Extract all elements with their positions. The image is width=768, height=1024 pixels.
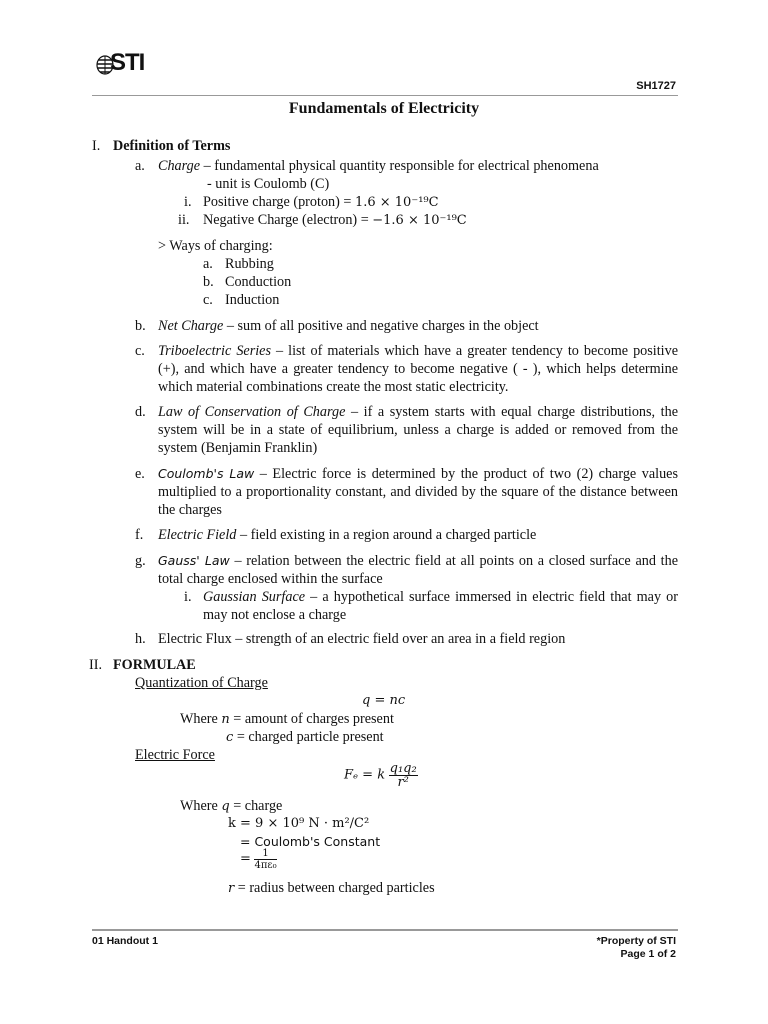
c-definition: = charged particle present: [233, 729, 384, 745]
k-denominator: 4πε₀: [254, 860, 277, 871]
item-a-marker: a.: [135, 158, 145, 174]
force-lhs: Fₑ = k: [344, 767, 386, 783]
force-where-label: Where: [180, 798, 222, 814]
section-2-numeral: II.: [89, 657, 102, 673]
negative-charge-value: −1.6 × 10⁻¹⁹C: [372, 213, 467, 228]
item-a-ii-marker: ii.: [178, 212, 190, 228]
term-triboelectric: Triboelectric Series: [158, 343, 271, 359]
quantization-where-c: [226, 728, 384, 747]
charge-definition: – fundamental physical quantity responsible for electrical phenomena: [200, 158, 599, 174]
electric-force-formula: [344, 762, 418, 789]
item-h-electric-flux: Electric Flux – strength of an electric field over an area in a field region: [158, 631, 566, 647]
ways-marker-a: a.: [203, 256, 213, 272]
positive-charge-value: 1.6 × 10⁻¹⁹C: [354, 195, 439, 210]
term-conservation: Law of Conservation of Charge: [158, 404, 346, 420]
ways-marker-b: b.: [203, 274, 214, 290]
section-1-numeral: I.: [92, 138, 101, 154]
gauss-definition: – relation between the electric field at all points on a closed surface and the total charge enclosed within the surface: [158, 553, 678, 587]
force-numerator: q₁q₂: [389, 761, 417, 776]
k-value-line: k = 9 × 10⁹ N · m²/C²: [228, 816, 370, 831]
item-b-net-charge: [158, 317, 678, 335]
item-a-i-marker: i.: [184, 194, 192, 210]
header-divider: [92, 95, 678, 96]
term-gaussian-surface: Gaussian Surface: [203, 589, 306, 605]
conservation-definition: – if a system starts with equal charge distributions, the system will be in a state of equilibrium, unless a charge is added or removed from the system (Benjamin Franklin): [158, 404, 679, 456]
gaussian-surface-definition: – a hypothetical surface immersed in electric field that may or may not enclose a charge: [203, 589, 678, 623]
force-where-q: [180, 797, 282, 816]
n-definition: = amount of charges present: [229, 711, 394, 727]
logo-text: STI: [110, 49, 145, 76]
ways-of-charging-intro: > Ways of charging:: [158, 238, 273, 254]
r-definition: = radius between charged particles: [234, 880, 435, 896]
quantization-where-n: [180, 710, 394, 729]
charge-unit: - unit is Coulomb (C): [207, 176, 330, 192]
sti-logo: [96, 49, 158, 84]
k-equals: =: [240, 851, 251, 867]
page-title: Fundamentals of Electricity: [288, 100, 480, 117]
var-c: c: [226, 730, 234, 745]
item-c-marker: c.: [135, 343, 145, 359]
q-definition: = charge: [229, 798, 283, 814]
document-code: SH1727: [636, 80, 676, 92]
term-gauss-law: Gauss' Law: [158, 553, 230, 568]
k-numerator: 1: [254, 848, 276, 860]
k-fraction: [254, 848, 276, 871]
force-where-r: [228, 879, 435, 898]
ways-item-induction: Induction: [225, 292, 280, 308]
section-1-heading: Definition of Terms: [113, 138, 231, 154]
ways-item-rubbing: Rubbing: [225, 256, 274, 272]
item-f-electric-field: [158, 526, 678, 544]
item-f-marker: f.: [135, 527, 144, 543]
coulomb-definition: – Electric force is determined by the product of two (2) charge values multiplied to a proportionality constant, and divided by the square of the distance between the charges: [158, 466, 678, 518]
item-h-marker: h.: [135, 631, 146, 647]
footer-handout: 01 Handout 1: [92, 935, 158, 947]
quantization-heading: Quantization of Charge: [135, 675, 268, 691]
footer-divider: [92, 929, 678, 931]
item-d-marker: d.: [135, 404, 146, 420]
item-g-gauss: [158, 552, 678, 588]
k-epsilon-line: [240, 848, 277, 871]
positive-charge-line: [203, 193, 439, 212]
var-r: r: [228, 881, 235, 896]
var-n: n: [221, 712, 230, 727]
term-coulombs-law: Coulomb's Law: [158, 466, 255, 481]
item-g-i-marker: i.: [184, 589, 192, 605]
coulombs-constant-label: = Coulomb's Constant: [240, 834, 381, 849]
section-2-heading: FORMULAE: [113, 657, 196, 673]
net-charge-definition: – sum of all positive and negative charges in the object: [223, 318, 539, 334]
item-a-charge: [158, 157, 599, 175]
item-g-marker: g.: [135, 553, 146, 569]
force-fraction: [389, 762, 418, 789]
term-charge: Charge: [158, 158, 201, 174]
item-e-coulomb: [158, 465, 678, 519]
term-electric-field: Electric Field: [158, 527, 237, 543]
var-q: q: [221, 799, 230, 814]
quantization-formula: q = nc: [362, 693, 406, 708]
electric-force-heading: Electric Force: [135, 747, 215, 763]
footer-property: *Property of STI: [596, 935, 676, 947]
positive-charge-text: Positive charge (proton) =: [203, 194, 355, 210]
ways-marker-c: c.: [203, 292, 213, 308]
item-e-marker: e.: [135, 466, 145, 482]
force-denominator: r²: [397, 775, 409, 790]
item-b-marker: b.: [135, 318, 146, 334]
triboelectric-definition: – list of materials which have a greater tendency to become positive (+), and which have a greater tendency to become negative ( - ), which helps determine which material combinations create the most static electricity.: [158, 343, 678, 395]
gaussian-surface: [203, 588, 678, 624]
where-label: Where: [180, 711, 222, 727]
negative-charge-text: Negative Charge (electron) =: [203, 212, 373, 228]
negative-charge-line: [203, 211, 467, 230]
term-net-charge: Net Charge: [158, 318, 224, 334]
electric-field-definition: – field existing in a region around a charged particle: [236, 527, 537, 543]
ways-item-conduction: Conduction: [225, 274, 292, 290]
item-d-conservation: [158, 403, 678, 457]
item-c-triboelectric: [158, 342, 678, 396]
footer-page-number: Page 1 of 2: [620, 948, 676, 960]
